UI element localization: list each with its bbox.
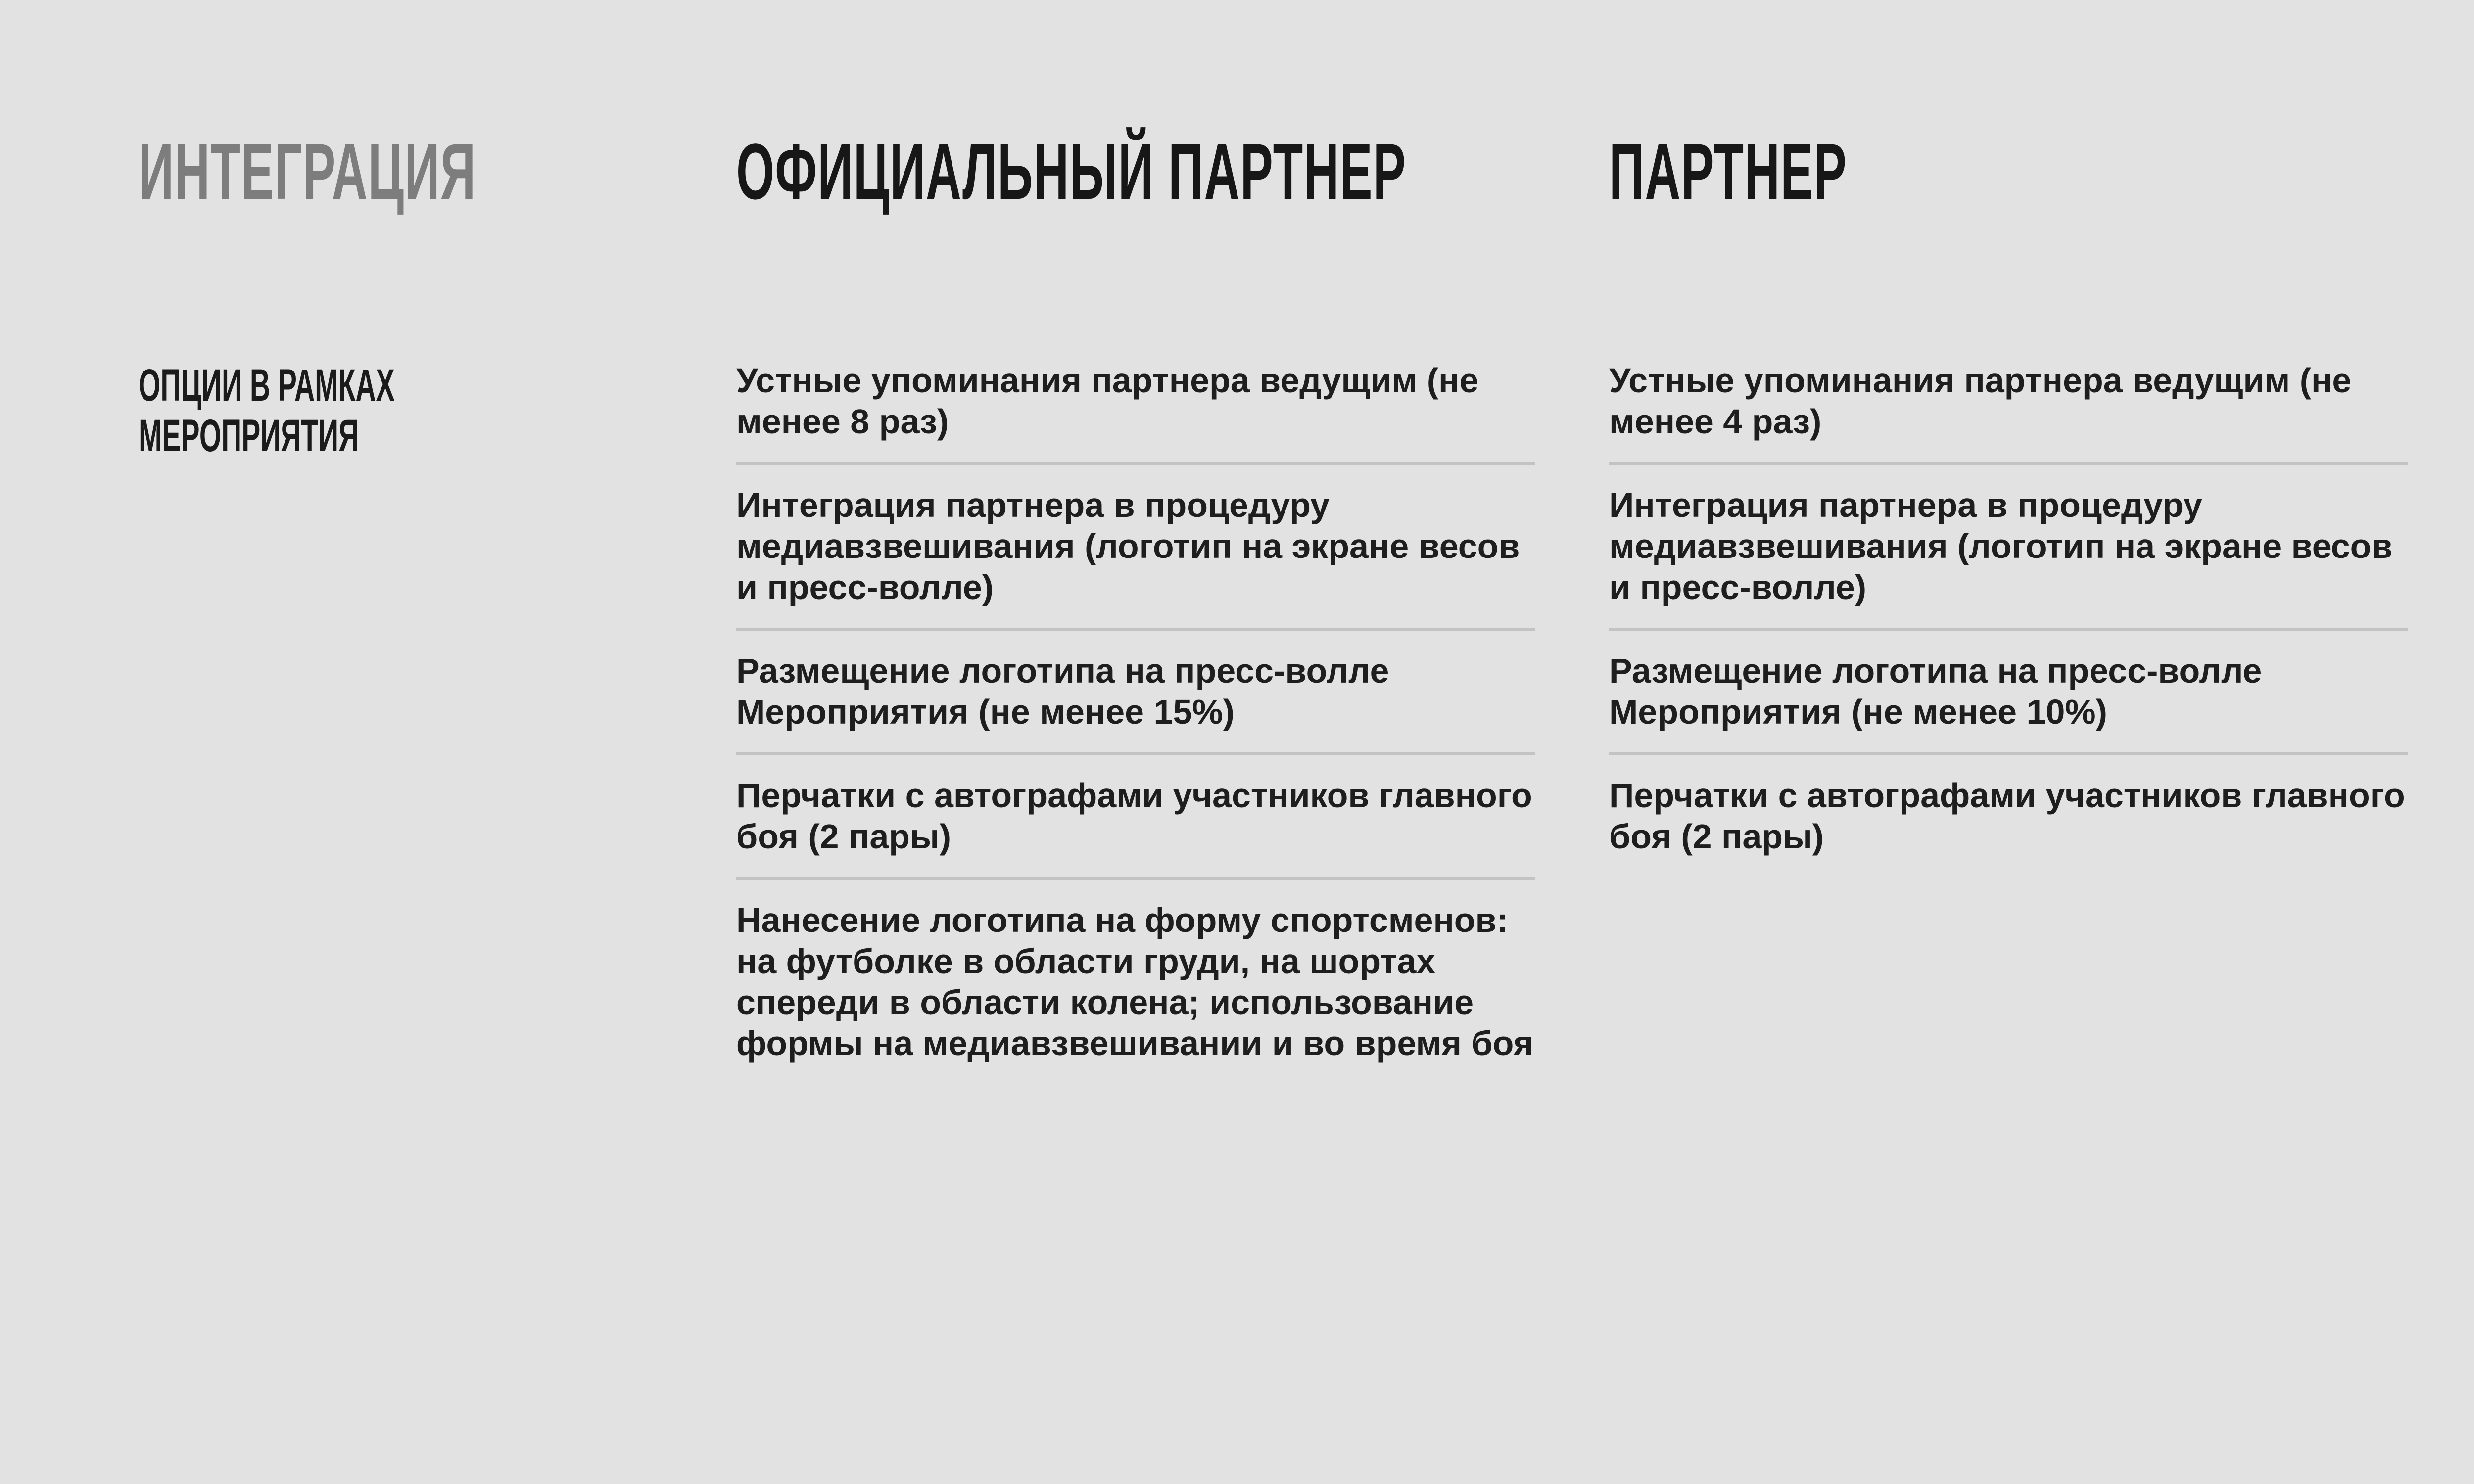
partner-option-media-weigh-in: Интеграция партнера в процедуру медиавзвешивания (логотип на экране весов и пресс-волле) [1609, 481, 2408, 631]
official-option-press-wall-logo: Размещение логотипа на пресс-волле Мероприятия (не менее 15%) [736, 647, 1535, 755]
official-option-signed-gloves: Перчатки с автографами участников главного боя (2 пары) [736, 771, 1535, 880]
official-partner-heading: ОФИЦИАЛЬНЫЙ ПАРТНЕР [736, 127, 1407, 216]
section-label [139, 360, 415, 461]
integration-heading: ИНТЕГРАЦИЯ [139, 127, 476, 216]
official-option-media-weigh-in: Интеграция партнера в процедуру медиавзвешивания (логотип на экране весов и пресс-волле) [736, 481, 1535, 631]
partner-option-press-wall-logo: Размещение логотипа на пресс-волле Мероприятия (не менее 10%) [1609, 647, 2408, 755]
section-label-line-2: МЕРОПРИЯТИЯ [139, 411, 359, 461]
partner-option-oral-mentions: Устные упоминания партнера ведущим (не менее 4 раз) [1609, 356, 2408, 465]
section-label-line-1: ОПЦИИ В РАМКАХ [139, 360, 395, 411]
partner-options-list [1609, 356, 2408, 893]
official-option-uniform-logo: Нанесение логотипа на форму спортсменов: на футболке в области груди, на шортах спереди в области колена; использование формы на медиавзвешивании и во время боя [736, 901, 1534, 1063]
partner-option-signed-gloves: Перчатки с автографами участников главного боя (2 пары) [1609, 776, 2405, 856]
partner-heading: ПАРТНЕР [1609, 127, 1848, 216]
official-partner-options-list [736, 356, 1535, 1100]
official-option-oral-mentions: Устные упоминания партнера ведущим (не менее 8 раз) [736, 356, 1535, 465]
